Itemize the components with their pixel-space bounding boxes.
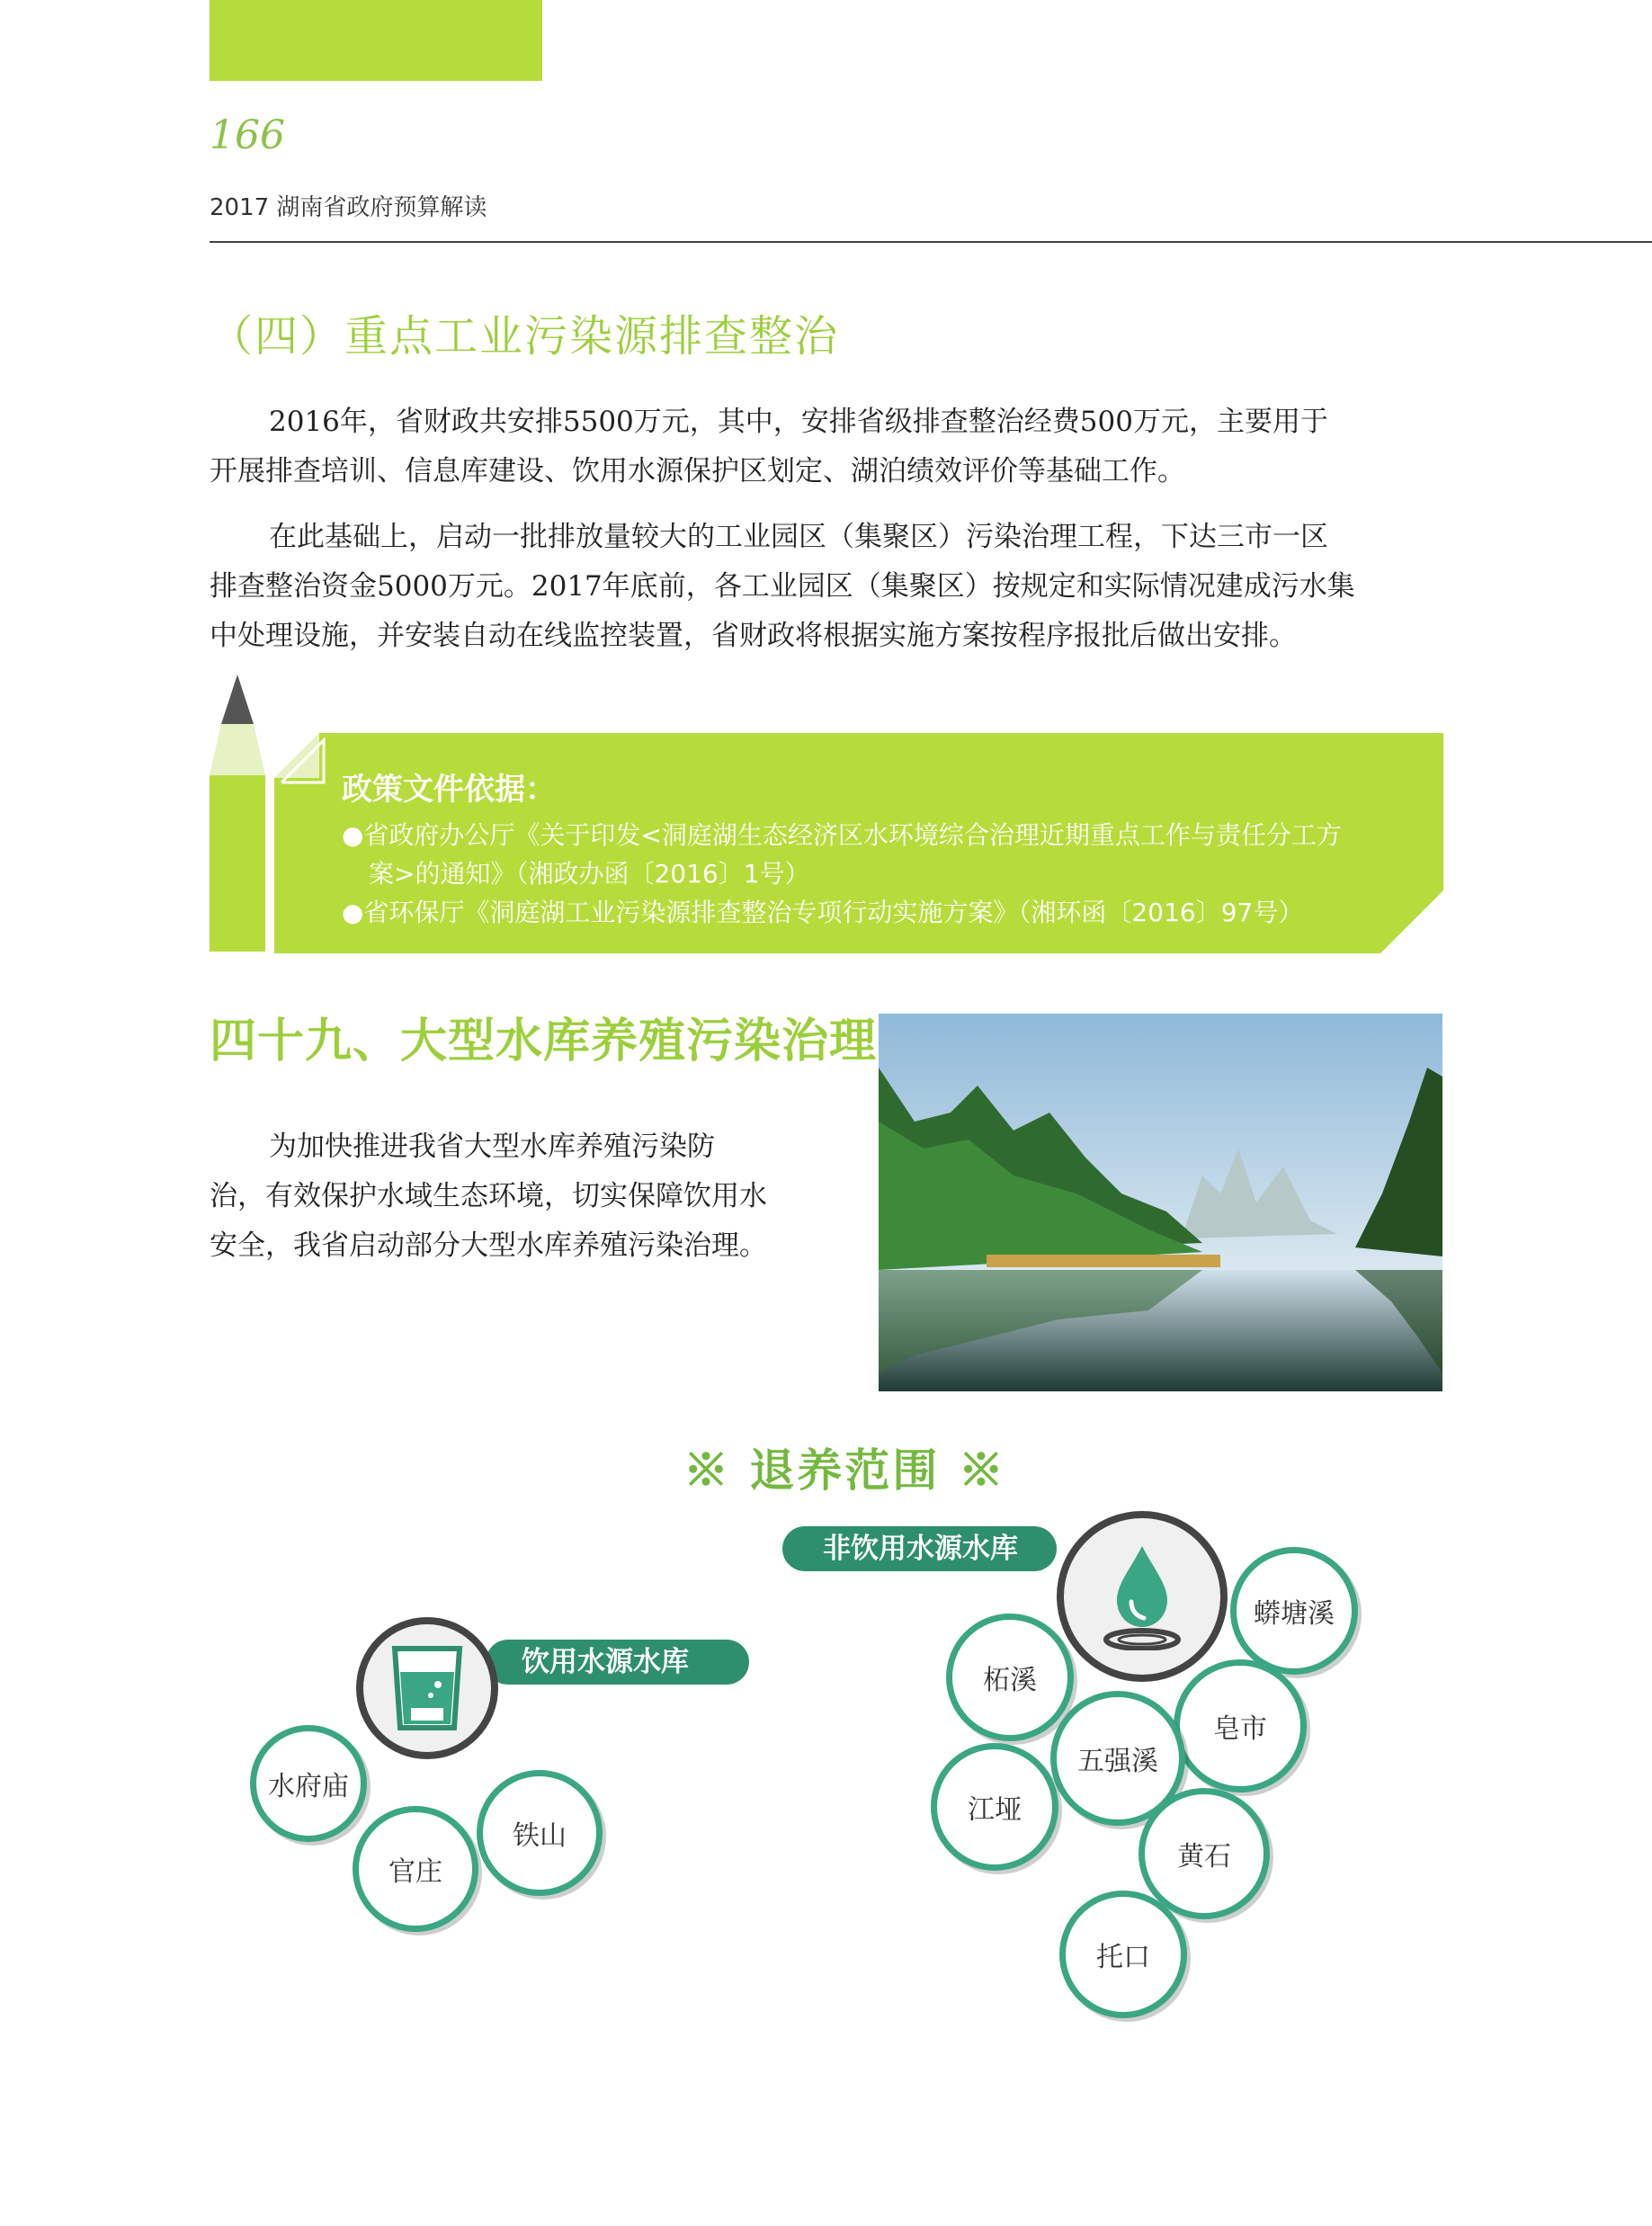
reservoir-name: 柘溪 bbox=[983, 1665, 1037, 1696]
pencil-edge bbox=[265, 775, 269, 952]
reservoir-node bbox=[477, 1770, 603, 1896]
section-49-title: 四十九、大型水库养殖污染治理 bbox=[210, 1015, 878, 1068]
policy-item: 案>的通知》（湘政办函〔2016〕1号） bbox=[369, 859, 810, 889]
policy-item: ●省环保厅《洞庭湖工业污染源排查整治专项行动实施方案》（湘环函〔2016〕97号） bbox=[342, 898, 1304, 927]
policy-heading: 政策文件依据： bbox=[342, 772, 556, 808]
paragraph-line: 在此基础上，启动一批排放量较大的工业园区（集聚区）污染治理工程，下达三市一区 bbox=[269, 521, 1328, 553]
water-glass-icon bbox=[391, 1645, 463, 1731]
reservoir-node bbox=[353, 1806, 478, 1932]
reservoir-name: 托口 bbox=[1096, 1942, 1150, 1973]
section-title: （四）重点工业污染源排查整治 bbox=[210, 311, 840, 362]
paragraph-line: 安全，我省启动部分大型水库养殖污染治理。 bbox=[210, 1229, 767, 1262]
pencil-tip-icon bbox=[210, 675, 272, 778]
paragraph-line: 开展排查培训、信息库建设、饮用水源保护区划定、湖泊绩效评价等基础工作。 bbox=[210, 455, 1185, 487]
reservoir-name: 皂市 bbox=[1213, 1713, 1267, 1745]
running-title: 2017 湖南省政府预算解读 bbox=[210, 194, 487, 221]
paragraph-line: 治，有效保护水域生态环境，切实保障饮用水 bbox=[210, 1180, 767, 1212]
reservoir-node bbox=[1059, 1891, 1187, 2018]
paragraph-line: 2016年，省财政共安排5500万元，其中，安排省级排查整治经费500万元，主要用于 bbox=[269, 406, 1328, 438]
reservoir-node bbox=[1139, 1788, 1270, 1919]
water-drop-icon bbox=[1097, 1542, 1187, 1650]
paragraph-line: 中处理设施，并安装自动在线监控装置，省财政将根据实施方案按程序报批后做出安排。 bbox=[210, 620, 1297, 652]
reservoir-name: 五强溪 bbox=[1077, 1746, 1158, 1777]
reservoir-name: 黄石 bbox=[1177, 1841, 1231, 1873]
range-title: ※ 退养范围 ※ bbox=[683, 1444, 1006, 1497]
non-drinking-water-label: 非饮用水源水库 bbox=[782, 1526, 1057, 1571]
reservoir-node bbox=[946, 1614, 1074, 1741]
reservoir-name: 水府庙 bbox=[268, 1771, 349, 1802]
paragraph-line: 为加快推进我省大型水库养殖污染防 bbox=[269, 1131, 715, 1163]
paragraph-line: 排查整治资金5000万元。2017年底前，各工业园区（集聚区）按规定和实际情况建成污水集 bbox=[210, 570, 1355, 603]
body-paragraph-2 bbox=[210, 513, 1442, 661]
pencil-body bbox=[210, 775, 265, 952]
section-49-paragraph bbox=[210, 1122, 844, 1271]
reservoir-node bbox=[1230, 1547, 1358, 1675]
page-number: 166 bbox=[210, 112, 285, 158]
reservoir-name: 官庄 bbox=[388, 1856, 442, 1888]
reservoir-name: 江垭 bbox=[968, 1794, 1022, 1826]
policy-item: ●省政府办公厅《关于印发<洞庭湖生态经济区水环境综合治理近期重点工作与责任分工方 bbox=[342, 820, 1342, 850]
drinking-water-hub bbox=[356, 1617, 498, 1759]
reservoir-name: 铁山 bbox=[513, 1820, 567, 1852]
non-drinking-water-hub bbox=[1057, 1511, 1228, 1682]
drinking-water-label: 饮用水源水库 bbox=[486, 1640, 749, 1685]
reservoir-node bbox=[250, 1725, 367, 1842]
header-rule bbox=[210, 241, 1652, 243]
reservoir-node bbox=[1174, 1659, 1307, 1792]
reservoir-landscape-photo bbox=[879, 1014, 1442, 1391]
reservoir-node bbox=[931, 1743, 1058, 1871]
header-color-tab bbox=[210, 0, 542, 81]
reservoir-name: 蟒塘溪 bbox=[1254, 1598, 1335, 1630]
body-paragraph-1 bbox=[210, 398, 1442, 496]
